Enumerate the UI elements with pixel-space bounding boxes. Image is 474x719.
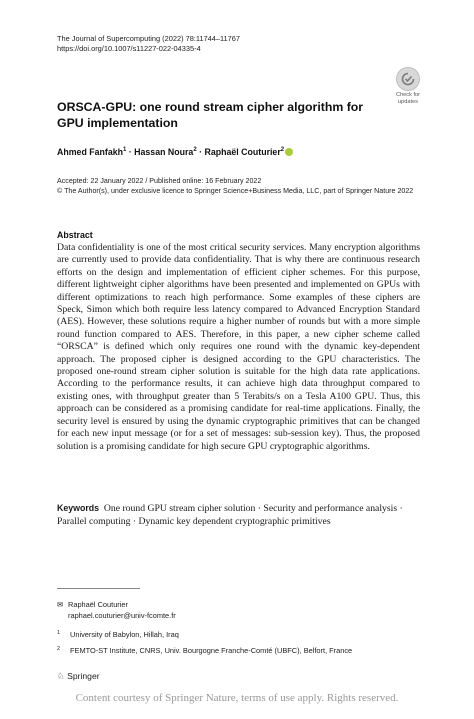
check-for-updates-icon: [396, 67, 420, 91]
envelope-icon: ✉: [57, 600, 64, 609]
affiliation-2: [57, 646, 352, 655]
doi-link[interactable]: https://doi.org/10.1007/s11227-022-04335-4: [57, 44, 201, 53]
affiliation-number: 1: [57, 630, 60, 636]
corresponding-author: [57, 600, 176, 621]
abstract-heading: Abstract: [57, 230, 93, 240]
badge-label-2: updates: [398, 99, 418, 105]
author-list: [57, 147, 293, 157]
affiliation-1: [57, 630, 179, 639]
corresponding-name: Raphaël Couturier: [68, 600, 128, 609]
copyright-line: © The Author(s), under exclusive licence to Springer Science+Business Media, LLC, part of Springer Nature 2022: [57, 187, 414, 196]
check-for-updates-badge[interactable]: [393, 67, 423, 107]
abstract-text: Data confidentiality is one of the most critical security services. Many encryption algorithms are currently used to provide data confidentiality. That is why there are continuous research efforts on the design and implementation of efficient cipher schemes. For this purpose, different lightweight cipher algorithms have been presented and implemented on GPUs with different optimizations to reach high performance. Some examples of these ciphers are Speck, Simon which both require less latency compared to Advanced Encryption Standard (AES). However, these solutions require a higher number of rounds but with a more simple round function compared to AES. Therefore, in this paper, a new cipher scheme called “ORSCA” is defined which only requires one round with the dynamic key-dependent approach. The proposed cipher is designed according to the GPU characteristics. The proposed one-round stream cipher solution is suitable for the high data rate applications. According to the performance results, it can achieve high data throughput compared to existing ones, with throughput greater than 5 Terabits/s on a Tesla A100 GPU. Thus, this approach can be considered as a promising candidate for real-time applications. Finally, the security level is ensured by using the dynamic cryptographic primitives that can be changed for each new input message (or for a set of messages: sub-session key). Thus, the proposed solution is a promising candidate for high secure GPU cryptographic algorithms.: [57, 242, 420, 452]
badge-label-1: Check for: [396, 92, 420, 98]
journal-header: [57, 34, 240, 54]
author-name[interactable]: Hassan Noura: [134, 147, 194, 157]
author-name[interactable]: Ahmed Fanfakh: [57, 147, 123, 157]
affiliation-text: University of Babylon, Hillah, Iraq: [70, 630, 179, 639]
springer-horse-icon: ♘: [57, 671, 65, 681]
paper-title: ORSCA-GPU: one round stream cipher algorithm for GPU implementation: [57, 100, 364, 130]
author-separator: ·: [196, 147, 205, 157]
publisher-logo: [57, 671, 100, 682]
keywords-block: [57, 502, 420, 528]
journal-citation: The Journal of Supercomputing (2022) 78:11744–11767: [57, 34, 240, 43]
publication-dates: [57, 176, 427, 196]
corresponding-email[interactable]: raphael.couturier@univ-fcomte.fr: [68, 610, 176, 620]
author-affiliation-mark: 2: [193, 147, 197, 154]
keywords-text: One round GPU stream cipher solution · Security and performance analysis · Parallel computing · Dynamic key dependent cryptographic primitives: [57, 503, 403, 527]
courtesy-watermark: Content courtesy of Springer Nature, terms of use apply. Rights reserved.: [75, 692, 399, 704]
publisher-name: Springer: [67, 671, 100, 681]
author-affiliation-mark: 2: [280, 147, 285, 154]
author-affiliation-mark: 1: [123, 147, 127, 154]
dates-line: Accepted: 22 January 2022 / Published online: 16 February 2022: [57, 177, 262, 185]
author-separator: ·: [126, 147, 135, 157]
keywords-label: Keywords: [57, 503, 100, 513]
author-name[interactable]: Raphaël Couturier: [204, 147, 281, 157]
affiliation-number: 2: [57, 646, 60, 652]
affiliation-text: FEMTO-ST Institute, CNRS, Univ. Bourgogne Franche-Comté (UBFC), Belfort, France: [70, 646, 353, 655]
orcid-icon[interactable]: [285, 148, 293, 156]
footnote-divider: [57, 588, 140, 589]
